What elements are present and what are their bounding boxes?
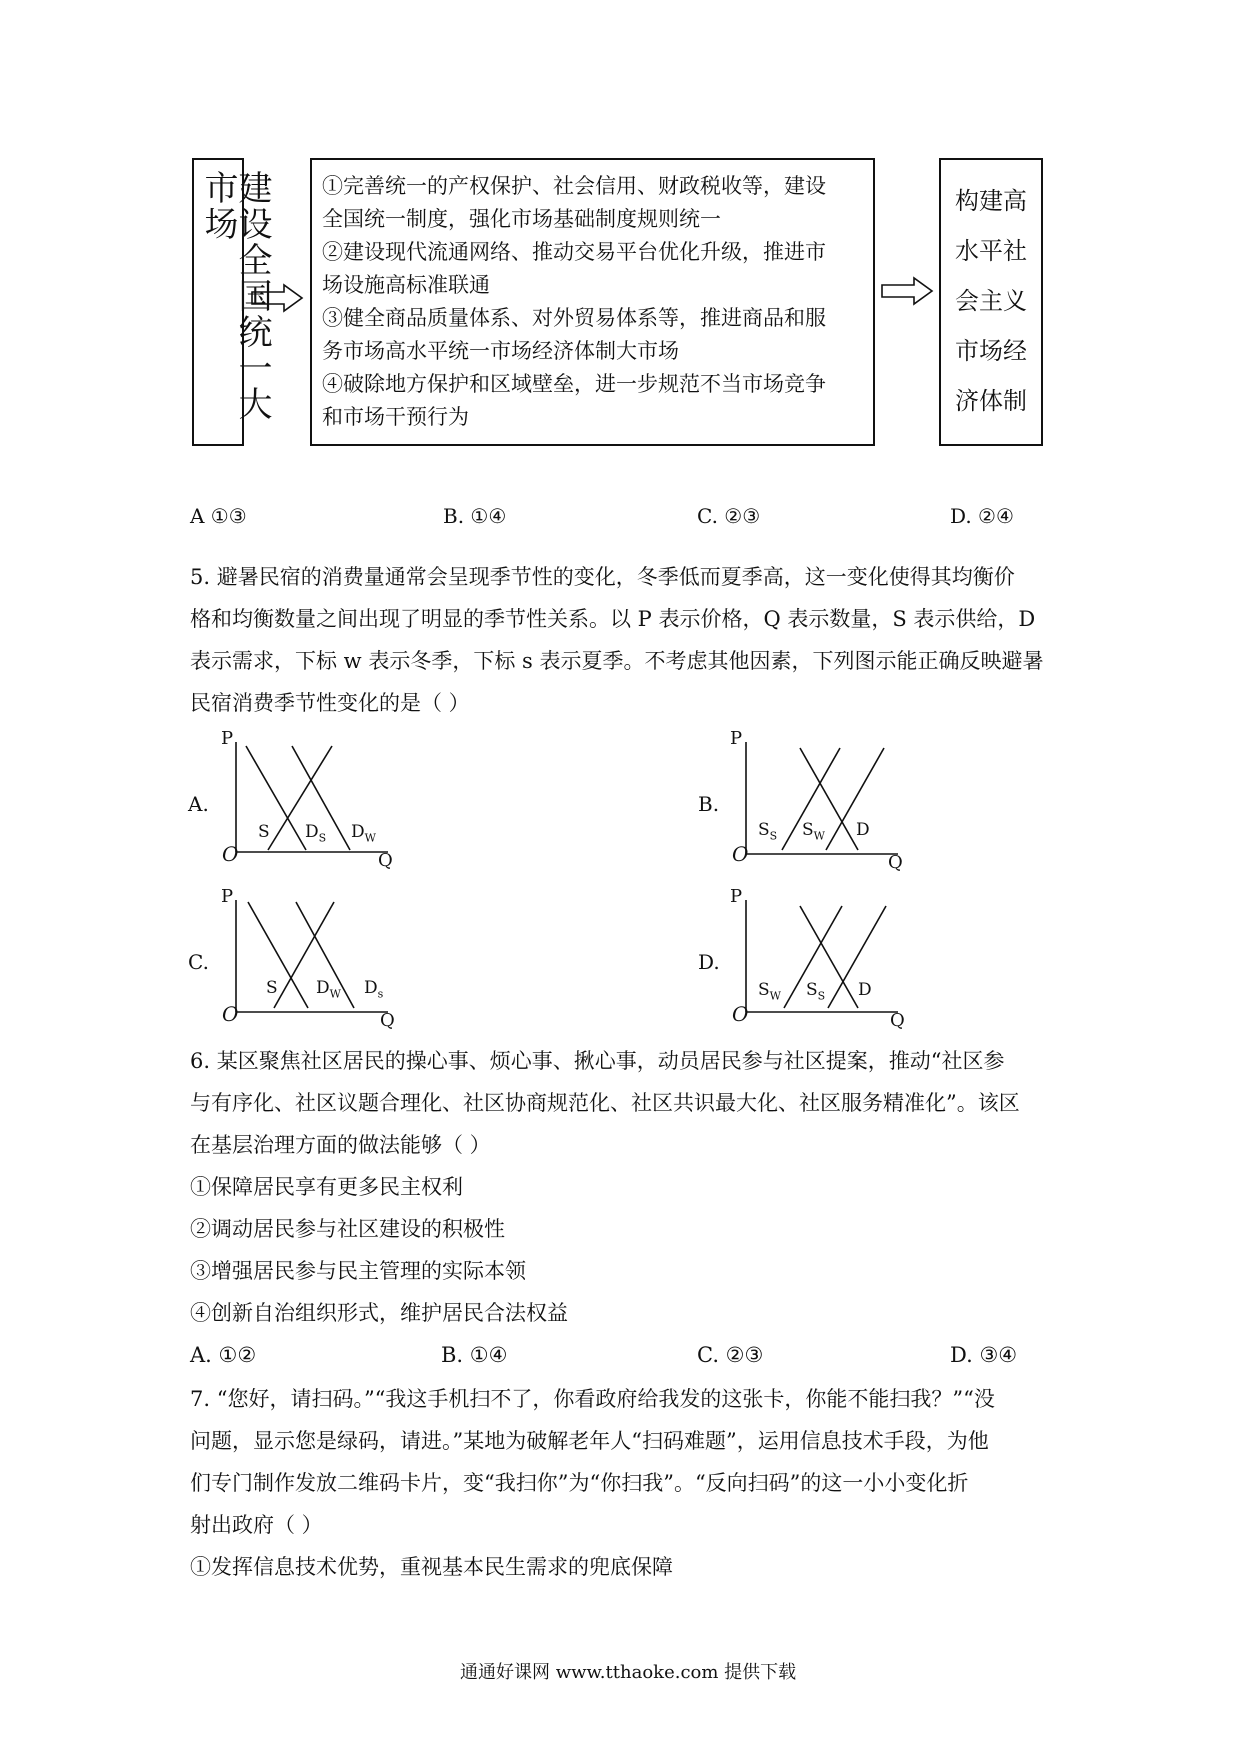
flow-middle-box bbox=[310, 158, 875, 446]
q5-graph-c bbox=[180, 886, 410, 1031]
graph-a-svg bbox=[180, 730, 410, 870]
q6-stem-line-1: 6. 某区聚焦社区居民的操心事、烦心事、揪心事，动员居民参与社区提案，推动“社区参 bbox=[190, 1049, 1005, 1073]
graph-d-svg bbox=[690, 888, 920, 1028]
curve-label-3: $D_s$ bbox=[364, 978, 384, 1001]
supply-curve-2 bbox=[828, 906, 886, 1008]
q6-item-1: ①保障居民享有更多民主权利 bbox=[190, 1175, 463, 1199]
flow-middle-line: 务市场高水平统一市场经济体制大市场 bbox=[322, 339, 679, 363]
flow-right-line: 水平社 bbox=[955, 237, 1027, 265]
curve-label-3: $D_W$ bbox=[351, 822, 376, 845]
graph-b-svg bbox=[690, 730, 920, 870]
q4-option-b: B. ①④ bbox=[443, 504, 507, 528]
curve-label-2: $S_S$ bbox=[806, 980, 826, 1003]
q7-item-1: ①发挥信息技术优势，重视基本民生需求的兜底保障 bbox=[190, 1555, 673, 1579]
q5-stem-line-4: 民宿消费季节性变化的是（ ） bbox=[190, 691, 470, 715]
flow-right-box bbox=[939, 158, 1043, 446]
curve-label-2: $D_W$ bbox=[316, 978, 341, 1001]
p-axis-label: P bbox=[730, 886, 743, 907]
q7-stem-line-1: 7. “您好，请扫码。”“我这手机扫不了，你看政府给我发的这张卡，你能不能扫我？”“没 bbox=[190, 1387, 995, 1411]
flow-right-line: 会主义 bbox=[955, 287, 1027, 315]
q6-option-b: B. ①④ bbox=[441, 1343, 508, 1367]
graph-option-label: D. bbox=[698, 950, 720, 974]
flow-right-line: 济体制 bbox=[955, 387, 1027, 415]
q6-item-3: ③增强居民参与民主管理的实际本领 bbox=[190, 1259, 526, 1283]
q5-graph-d bbox=[690, 886, 920, 1031]
q7-stem-line-2: 问题，显示您是绿码，请进。”某地为破解老年人“扫码难题”，运用信息技术手段，为他 bbox=[190, 1429, 989, 1453]
q4-option-a: A ①③ bbox=[190, 504, 247, 528]
q4-option-d: D. ②④ bbox=[950, 504, 1014, 528]
graph-option-label: A. bbox=[188, 792, 209, 816]
graph-option-label: B. bbox=[698, 792, 720, 816]
q-axis-label: Q bbox=[378, 850, 393, 871]
q5-stem-line-2: 格和均衡数量之间出现了明显的季节性关系。以 P 表示价格，Q 表示数量，S 表示供给，D bbox=[190, 607, 1036, 631]
demand-curve-1 bbox=[248, 902, 308, 1008]
q6-option-c: C. ②③ bbox=[697, 1343, 764, 1367]
flow-right-line: 市场经 bbox=[955, 337, 1027, 365]
flow-left-text: 建设全国统一大市场 bbox=[198, 170, 272, 422]
q5-graph-a bbox=[180, 730, 410, 870]
curve-label-1: S bbox=[258, 822, 270, 842]
flow-left-box bbox=[192, 158, 272, 446]
q7-stem-line-3: 们专门制作发放二维码卡片，变“我扫你”为“你扫我”。“反向扫码”的这一小小变化折 bbox=[190, 1471, 969, 1495]
supply-curve-2 bbox=[826, 748, 884, 850]
q6-stem-line-2: 与有序化、社区议题合理化、社区协商规范化、社区共识最大化、社区服务精准化”。该区 bbox=[190, 1091, 1020, 1115]
q-axis-label: Q bbox=[890, 1010, 905, 1031]
flow-arrow-2 bbox=[880, 276, 936, 306]
q6-option-d: D. ③④ bbox=[950, 1343, 1018, 1367]
q5-stem-line-1: 5. 避暑民宿的消费量通常会呈现季节性的变化，冬季低而夏季高，这一变化使得其均衡价 bbox=[190, 565, 1015, 589]
flow-middle-line: 场设施高标准联通 bbox=[322, 273, 490, 297]
flow-middle-line: ①完善统一的产权保护、社会信用、财政税收等，建设 bbox=[322, 174, 826, 198]
origin-label: O bbox=[222, 1002, 239, 1026]
q6-item-2: ②调动居民参与社区建设的积极性 bbox=[190, 1217, 505, 1241]
flow-middle-line: ③健全商品质量体系、对外贸易体系等，推进商品和服 bbox=[322, 306, 826, 330]
curve-label-3: D bbox=[858, 980, 872, 1000]
flow-right-lines bbox=[941, 176, 1041, 426]
q-axis-label: Q bbox=[380, 1010, 395, 1031]
curve-label-3: D bbox=[856, 820, 870, 840]
q6-option-a: A. ①② bbox=[190, 1343, 257, 1367]
p-axis-label: P bbox=[221, 728, 234, 749]
p-axis-label: P bbox=[221, 886, 234, 907]
flow-middle-lines bbox=[322, 170, 873, 434]
flow-middle-line: ②建设现代流通网络、推动交易平台优化升级，推进市 bbox=[322, 240, 826, 264]
q4-option-c: C. ②③ bbox=[697, 504, 761, 528]
graph-option-label: C. bbox=[188, 950, 209, 974]
flow-right-line: 构建高 bbox=[955, 187, 1027, 215]
flow-middle-line: ④破除地方保护和区域壁垒，进一步规范不当市场竞争 bbox=[322, 372, 826, 396]
flow-arrow-1 bbox=[250, 283, 306, 313]
flow-middle-line: 和市场干预行为 bbox=[322, 405, 469, 429]
curve-label-1: S bbox=[266, 978, 278, 998]
flow-middle-line: 全国统一制度，强化市场基础制度规则统一 bbox=[322, 207, 721, 231]
p-axis-label: P bbox=[730, 728, 743, 749]
origin-label: O bbox=[732, 842, 749, 866]
q6-item-4: ④创新自治组织形式，维护居民合法权益 bbox=[190, 1301, 568, 1325]
curve-label-2: $S_W$ bbox=[802, 820, 825, 843]
q-axis-label: Q bbox=[888, 852, 903, 873]
curve-label-1: $S_S$ bbox=[758, 820, 778, 843]
q7-stem-line-4: 射出政府（ ） bbox=[190, 1513, 323, 1537]
demand-curve-1 bbox=[246, 746, 306, 850]
q5-stem-line-3: 表示需求，下标 w 表示冬季，下标 s 表示夏季。不考虑其他因素，下列图示能正确反映避暑 bbox=[190, 649, 1044, 673]
curve-label-1: $S_W$ bbox=[758, 980, 781, 1003]
origin-label: O bbox=[222, 842, 239, 866]
graph-c-svg bbox=[180, 888, 410, 1028]
q6-stem-line-3: 在基层治理方面的做法能够（ ） bbox=[190, 1133, 491, 1157]
q5-graph-b bbox=[690, 728, 920, 873]
origin-label: O bbox=[732, 1002, 749, 1026]
curve-label-2: $D_S$ bbox=[305, 822, 327, 845]
page-footer: 通通好课网 www.tthaoke.com 提供下载 bbox=[460, 1662, 797, 1683]
